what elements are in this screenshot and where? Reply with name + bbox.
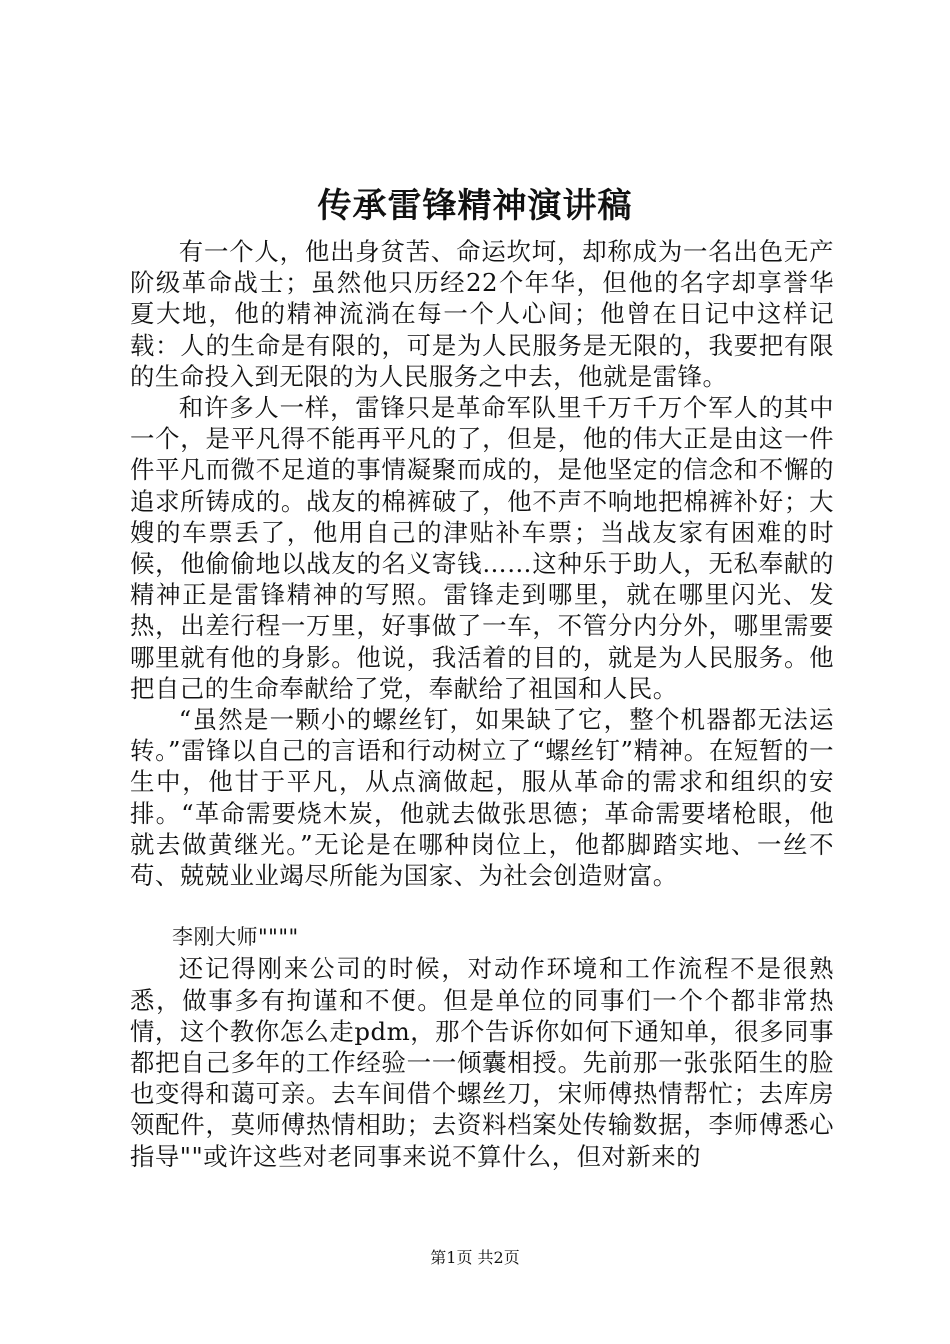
document-title: 传承雷锋精神演讲稿 — [317, 186, 633, 226]
paragraph-ordinary-deeds: 和许多人一样，雷锋只是革命军队里千万千万个军人的其中一个，是平凡得不能再平凡的了，但是，他的伟大正是由这一件件平凡而微不足道的事情凝聚而成的，是他坚定的信念和不懈的追求所铸成的。战友的棉裤破了，他不声不响地把棉裤补好；大嫂的车票丢了，他用自己的津贴补车票；当战友家有困难的时候，他偷偷地以战友的名义寄钱……这种乐于助人，无私奉献的精神正是雷锋精神的写照。雷锋走到哪里，就在哪里闪光、发热，出差行程一万里，好事做了一车，不管分内分外，哪里需要哪里就有他的身影。他说，我活着的目的，就是为人民服务。他把自己的生命奉献给了党，奉献给了祖国和人民。 — [130, 393, 834, 703]
paragraph-author-line: 李刚大师"""" — [172, 925, 299, 950]
document-body — [130, 236, 834, 1172]
paragraph-intro: 有一个人，他出身贫苦、命运坎坷，却称成为一名出色无产阶级革命战士；虽然他只历经22个年华，但他的名字却享誉华夏大地，他的精神流淌在每一个人心间；他曾在日记中这样记载：人的生命是有限的，可是为人民服务是无限的，我要把有限的生命投入到无限的为人民服务之中去，他就是雷锋。 — [130, 237, 834, 391]
paragraph-screw-spirit: “虽然是一颗小的螺丝钉，如果缺了它，整个机器都无法运转。”雷锋以自己的言语和行动树立了“螺丝钉”精神。在短暂的一生中，他甘于平凡，从点滴做起，服从革命的需求和组织的安排。“革命需要烧木炭，他就去做张思德；革命需要堵枪眼，他就去做黄继光。”无论是在哪种岗位上，他都脚踏实地、一丝不苟、兢兢业业竭尽所能为国家、为社会创造财富。 — [130, 705, 834, 891]
paragraph-company-memory: 还记得刚来公司的时候，对动作环境和工作流程不是很熟悉，做事多有拘谨和不便。但是单位的同事们一个个都非常热情，这个教你怎么走pdm，那个告诉你如何下通知单，很多同事都把自己多年的工作经验一一倾囊相授。先前那一张张陌生的脸也变得和蔼可亲。去车间借个螺丝刀，宋师傅热情帮忙；去库房领配件，莫师傅热情相助；去资料档案处传输数据，李师傅悉心指导""或许这些对老同事来说不算什么，但对新来的 — [130, 954, 834, 1171]
page-number-footer: 第1页 共2页 — [430, 1248, 520, 1267]
